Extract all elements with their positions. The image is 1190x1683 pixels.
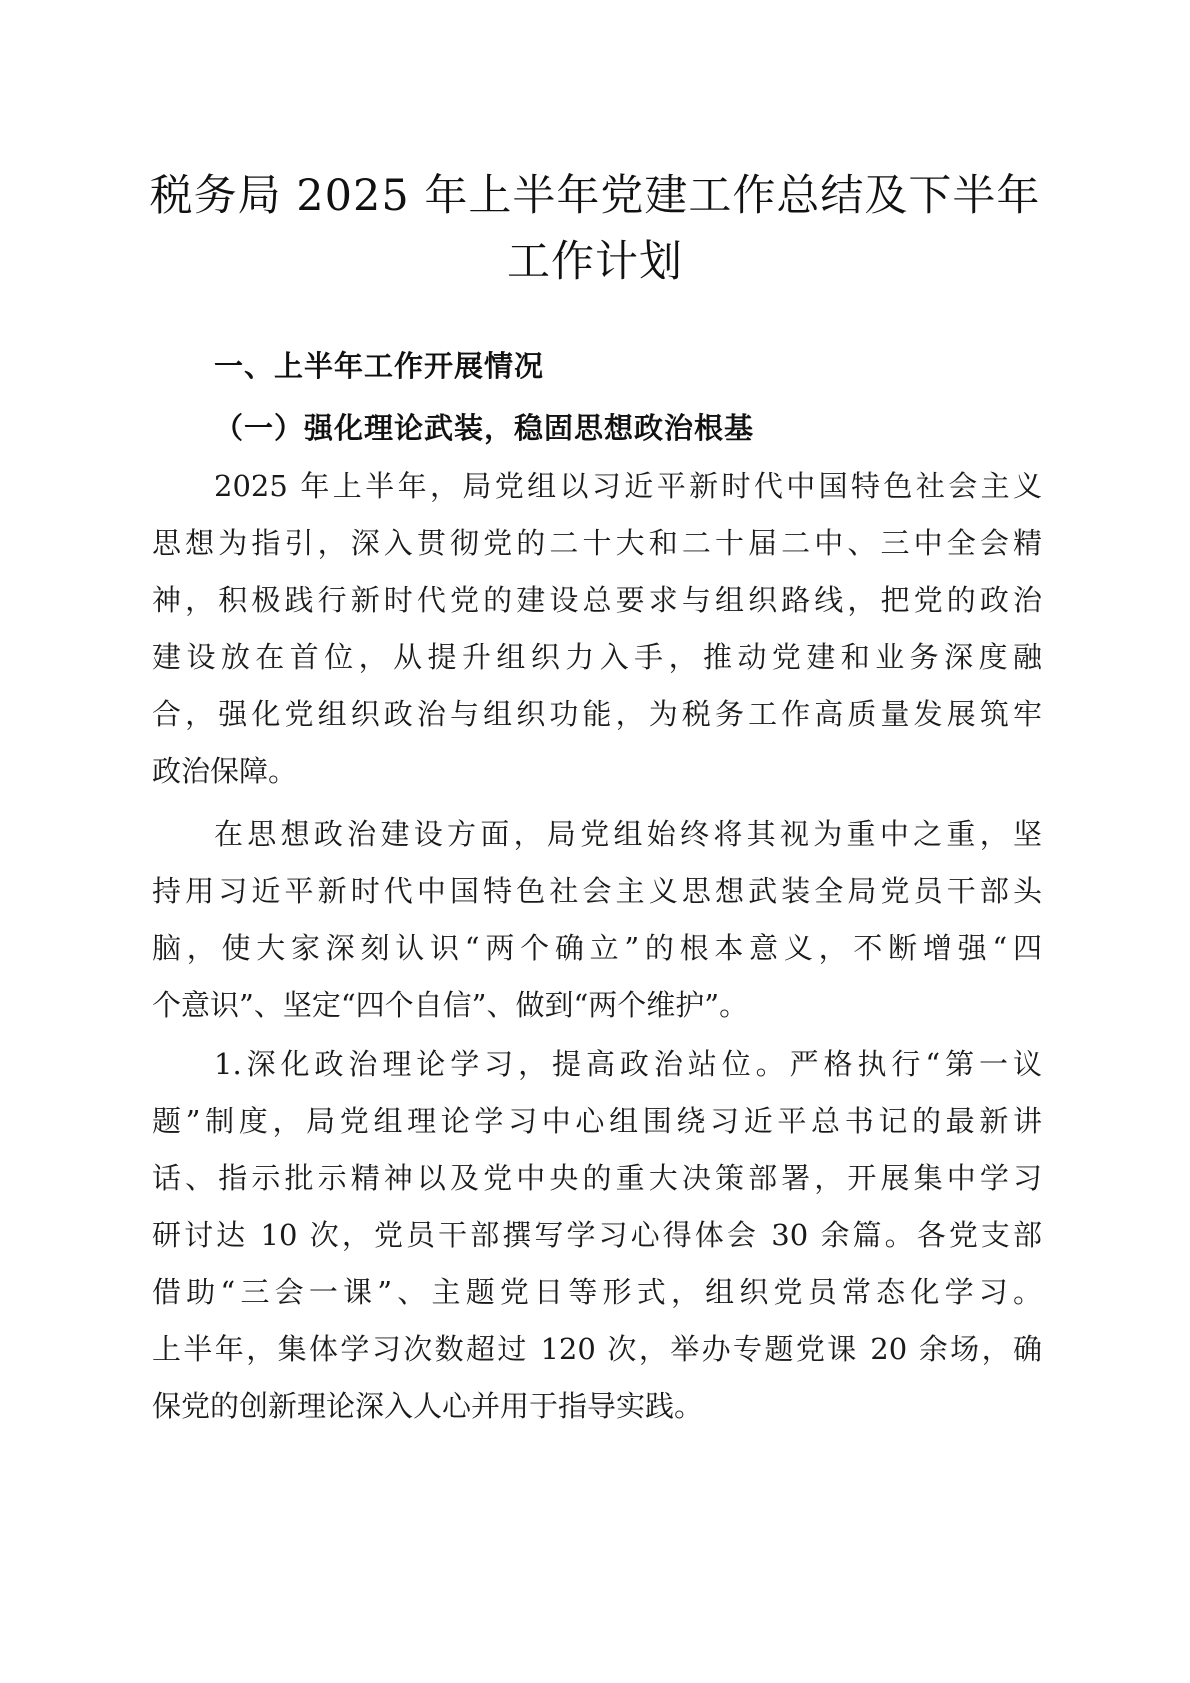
paragraph-line: 个意识”、坚定“四个自信”、做到“两个维护”。 [152, 988, 749, 1022]
title-line: 工作计划 [507, 237, 683, 287]
paragraph-line: 保党的创新理论深入人心并用于指导实践。 [152, 1389, 704, 1423]
paragraph-line: 在思想政治建设方面，局党组始终将其视为重中之重，坚 [214, 817, 1042, 851]
paragraph-line: 政治保障。 [152, 754, 298, 788]
paragraph-line: 合，强化党组织政治与组织功能，为税务工作高质量发展筑牢 [152, 697, 1042, 731]
title-line: 税务局 2025 年上半年党建工作总结及下半年 [149, 171, 1041, 221]
paragraph [152, 458, 1042, 800]
paragraph-line: 神，积极践行新时代党的建设总要求与组织路线，把党的政治 [152, 583, 1042, 617]
paragraph-line: 思想为指引，深入贯彻党的二十大和二十届二中、三中全会精 [152, 526, 1042, 560]
paragraph-line: 脑，使大家深刻认识“两个确立”的根本意义，不断增强“四 [152, 931, 1042, 965]
paragraph-line: 上半年，集体学习次数超过 120 次，举办专题党课 20 余场，确 [152, 1332, 1042, 1366]
paragraph-line: 话、指示批示精神以及党中央的重大决策部署，开展集中学习 [152, 1161, 1042, 1195]
paragraph-line: 持用习近平新时代中国特色社会主义思想武装全局党员干部头 [152, 874, 1042, 908]
paragraph [152, 1036, 1042, 1435]
paragraph [152, 806, 1042, 1034]
subsection-heading: （一）强化理论武装，稳固思想政治根基 [214, 411, 755, 445]
paragraph-line: 1.深化政治理论学习，提高政治站位。严格执行“第一议 [214, 1047, 1042, 1081]
paragraph-line: 建设放在首位，从提升组织力入手，推动党建和业务深度融 [152, 640, 1042, 674]
paragraph-line: 2025 年上半年，局党组以习近平新时代中国特色社会主义 [214, 469, 1042, 503]
paragraph-line: 借助“三会一课”、主题党日等形式，组织党员常态化学习。 [152, 1275, 1042, 1309]
paragraph-line: 题”制度，局党组理论学习中心组围绕习近平总书记的最新讲 [152, 1104, 1042, 1138]
section-heading: 一、上半年工作开展情况 [214, 349, 545, 383]
paragraph-line: 研讨达 10 次，党员干部撰写学习心得体会 30 余篇。各党支部 [152, 1218, 1042, 1252]
document-title [130, 163, 1060, 295]
